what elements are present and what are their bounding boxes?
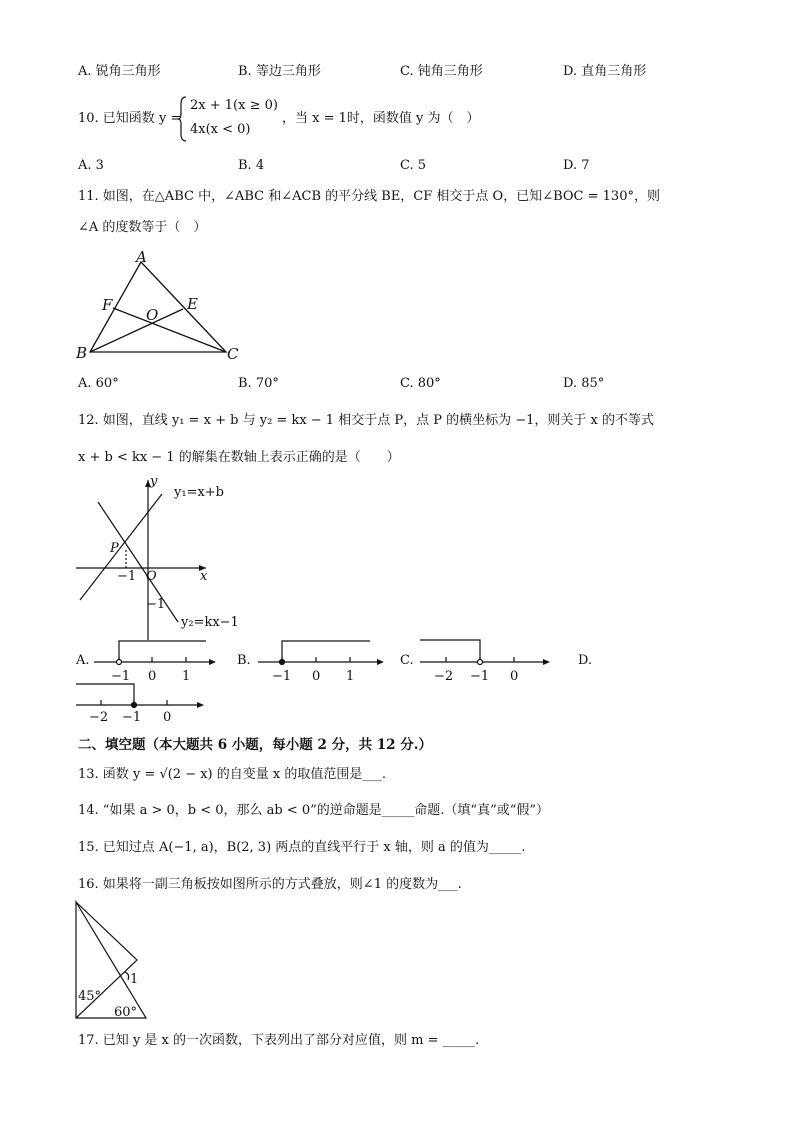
q16-text: 16. 如果将一副三角板按如图所示的方式叠放，则∠1 的度数为___. bbox=[78, 877, 462, 892]
number-line-d-tick-3: 0 bbox=[163, 710, 172, 725]
q11-text-line1: 11. 如图，在△ABC 中，∠ABC 和∠ACB 的平分线 BE，CF 相交于点 O，已知∠BOC = 130°，则 bbox=[78, 189, 660, 204]
number-line-c-tick-2: −1 bbox=[470, 669, 490, 684]
x-neg1-label: −1 bbox=[117, 569, 137, 584]
q17-text: 17. 已知 y 是 x 的一次函数，下表列出了部分对应值，则 m = _____. bbox=[78, 1033, 480, 1048]
section-2-heading: 二、填空题（本大题共 6 小题，每小题 2 分，共 12 分.） bbox=[78, 737, 432, 753]
y-neg1-label: −1 bbox=[146, 597, 166, 612]
number-line-b-tick-2: 0 bbox=[312, 669, 321, 684]
point-e-label: E bbox=[187, 295, 198, 313]
q11-option-c: C. 80° bbox=[400, 376, 441, 391]
vertex-c-label: C bbox=[227, 345, 239, 363]
number-line-a-tick-2: 0 bbox=[148, 669, 157, 684]
q10-prefix: 10. 已知函数 y = bbox=[78, 111, 182, 126]
q12-text-line1: 12. 如图，直线 y₁ = x + b 与 y₂ = kx − 1 相交于点 P，点 P 的横坐标为 −1，则关于 x 的不等式 bbox=[78, 413, 654, 428]
q10-option-a: A. 3 bbox=[78, 158, 104, 173]
q13-text: 13. 函数 y = √(2 − x) 的自变量 x 的取值范围是___. bbox=[78, 767, 386, 782]
number-line-a-tick-1: −1 bbox=[111, 669, 131, 684]
number-line-d-tick-1: −2 bbox=[89, 710, 109, 725]
point-p-label: P bbox=[110, 541, 119, 556]
q10-case-1: 2x + 1(x ≥ 0) bbox=[190, 98, 278, 113]
number-line-d-tick-2: −1 bbox=[122, 710, 142, 725]
q10-case-2: 4x(x < 0) bbox=[190, 122, 251, 137]
q9-option-c: C. 钝角三角形 bbox=[400, 64, 483, 79]
origin-label: O bbox=[146, 569, 157, 584]
line-y1-label: y₁=x+b bbox=[174, 485, 224, 500]
option-d-label: D. bbox=[578, 653, 593, 668]
option-a-label: A. bbox=[76, 653, 90, 668]
q15-text: 15. 已知过点 A(−1, a)，B(2, 3) 两点的直线平行于 x 轴，则 a 的值为_____. bbox=[78, 840, 526, 855]
point-o-label: O bbox=[146, 306, 159, 324]
x-axis-label: x bbox=[200, 569, 208, 584]
q9-option-d: D. 直角三角形 bbox=[563, 64, 647, 79]
q9-option-b: B. 等边三角形 bbox=[238, 64, 321, 79]
number-line-a-tick-3: 1 bbox=[182, 669, 191, 684]
angle-1-label: 1 bbox=[130, 972, 139, 987]
q11-option-b: B. 70° bbox=[238, 376, 279, 391]
point-f-label: F bbox=[102, 296, 113, 314]
line-y2-label: y₂=kx−1 bbox=[181, 615, 239, 630]
q10-suffix: ，当 x = 1时，函数值 y 为（ ） bbox=[282, 111, 480, 126]
vertex-b-label: B bbox=[76, 344, 88, 362]
y-axis-label: y bbox=[150, 474, 158, 489]
vertex-a-label: A bbox=[136, 248, 147, 266]
number-line-c-tick-3: 0 bbox=[510, 669, 519, 684]
q12-text-line2: x + b < kx − 1 的解集在数轴上表示正确的是（ ） bbox=[78, 450, 400, 465]
q10-option-c: C. 5 bbox=[400, 158, 427, 173]
angle-45-label: 45° bbox=[78, 989, 102, 1004]
q11-text-line2: ∠A 的度数等于（ ） bbox=[78, 220, 207, 235]
number-line-c-tick-1: −2 bbox=[434, 669, 454, 684]
q11-option-d: D. 85° bbox=[563, 376, 605, 391]
q9-option-a: A. 锐角三角形 bbox=[78, 64, 161, 79]
number-line-b-tick-3: 1 bbox=[346, 669, 355, 684]
angle-60-label: 60° bbox=[114, 1005, 138, 1020]
number-line-b-tick-1: −1 bbox=[272, 669, 292, 684]
option-b-label: B. bbox=[237, 653, 251, 668]
q10-option-b: B. 4 bbox=[238, 158, 265, 173]
q14-text: 14. “如果 a > 0，b < 0，那么 ab < 0”的逆命题是_____命题.（填“真”或“假”） bbox=[78, 803, 550, 818]
angle-1-arc bbox=[125, 972, 129, 980]
option-c-label: C. bbox=[400, 653, 414, 668]
q11-option-a: A. 60° bbox=[78, 376, 119, 391]
q10-option-d: D. 7 bbox=[563, 158, 590, 173]
